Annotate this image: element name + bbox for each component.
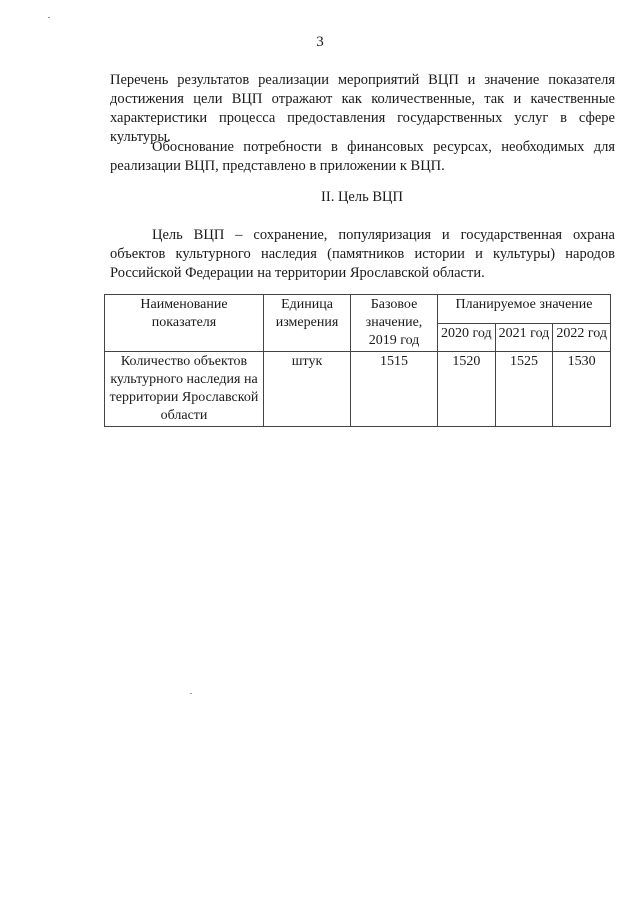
header-planned: Планируемое значение [438, 295, 611, 324]
cell-value: 1525 [495, 352, 553, 427]
cell-value: 1530 [553, 352, 611, 427]
paragraph-funding: Обоснование потребности в финансовых ресурсах, необходимых для реализации ВЦП, представлено в приложении к ВЦП. [110, 139, 615, 174]
table-header-row [105, 295, 611, 324]
header-name: Наименование показателя [105, 295, 264, 352]
paragraph-results: Перечень результатов реализации мероприятий ВЦП и значение показателя достижения цели ВЦП отражают как количественные, так и качественные характеристики процесса предоставления государственных услуг в сфере культуры. [110, 72, 615, 145]
cell-base: 1515 [351, 352, 438, 427]
indicator-table [104, 294, 611, 427]
cell-value: 1520 [438, 352, 496, 427]
header-year: 2021 год [495, 323, 553, 352]
cell-unit: штук [264, 352, 351, 427]
scan-speck [190, 693, 192, 694]
paragraph-goal: Цель ВЦП – сохранение, популяризация и государственная охрана объектов культурного наследия (памятников истории и культуры) народов Российской Федерации на территории Ярославской области. [110, 227, 615, 281]
header-base: Базовое значение, 2019 год [351, 295, 438, 352]
cell-indicator-name: Количество объектов культурного наследия на территории Ярославской области [105, 352, 264, 427]
header-year: 2022 год [553, 323, 611, 352]
header-unit: Единица измерения [264, 295, 351, 352]
table-row [105, 352, 611, 427]
section-heading: II. Цель ВЦП [321, 189, 403, 205]
header-year: 2020 год [438, 323, 496, 352]
scan-speck [48, 17, 50, 18]
page-number: 3 [316, 34, 324, 50]
